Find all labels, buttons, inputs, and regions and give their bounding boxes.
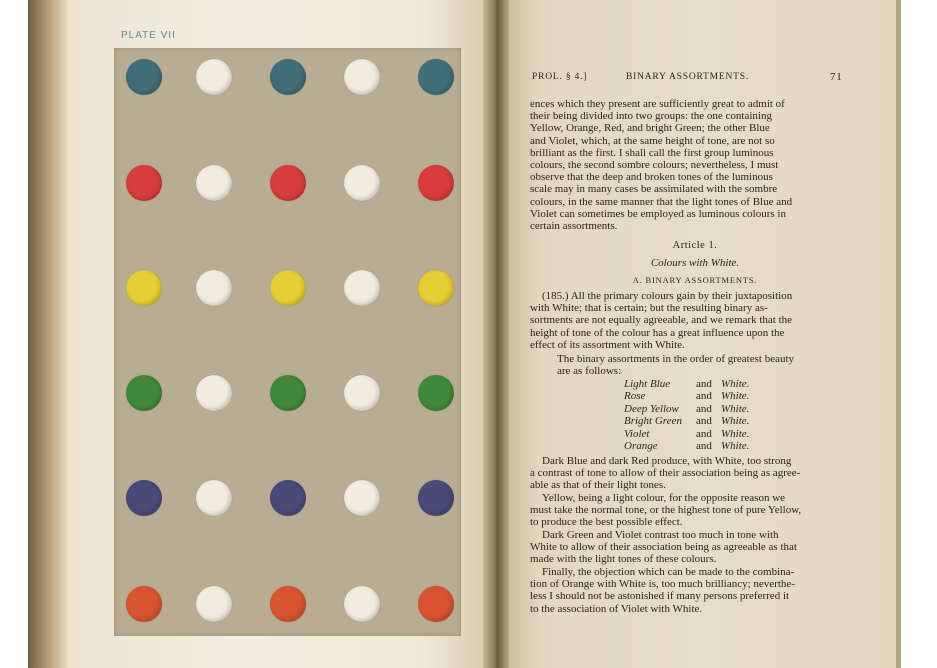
text-line: ences which they present are sufficiently great to admit of [530,98,785,110]
violet-disc [418,480,454,516]
white-disc [196,586,232,622]
text-line: effect of its assortment with White. [530,338,685,351]
assortment-and: and [696,390,712,403]
text-line: sortments are not equally agreeable, and we remark that the [530,314,793,327]
book-gutter [483,0,509,668]
assortment-with: White. [721,439,750,452]
book-left-edge [28,0,68,668]
green-disc [418,375,454,411]
text-line: made with the light tones of these colours. [530,553,717,566]
assortment-colour: Rose [624,390,646,403]
assortment-with: White. [721,427,750,440]
red-disc [126,165,162,201]
assortment-and: and [696,378,712,390]
white-disc [344,586,380,622]
red-disc [418,165,454,201]
violet-disc [126,480,162,516]
white-disc [344,270,380,306]
green-disc [270,375,306,411]
orange-disc [270,586,306,622]
assortment-and: and [696,415,712,428]
orange-disc [418,586,454,622]
text-line: (185.) All the primary colours gain by their juxtaposition [542,290,793,302]
text-line: height of tone of the colour has a great influence upon the [530,326,785,339]
section-title: A. BINARY ASSORTMENTS. [632,275,758,285]
article-subtitle: Colours with White. [650,257,740,269]
paragraph-dark-blue-red [530,455,860,492]
text-line: Violet can sometimes be employed as luminous colours in [530,207,786,220]
green-disc [126,375,162,411]
assortment-colour: Orange [624,439,658,452]
yellow-disc [270,270,306,306]
text-line: brilliant as the first. I shall call the first group luminous [530,146,774,159]
orange-disc [126,586,162,622]
white-disc [344,480,380,516]
paragraph-orange [530,566,860,615]
text-line: are as follows: [557,365,622,378]
running-header-section: PROL. § 4.] [532,72,588,82]
assortment-and: and [696,427,712,440]
assortment-and: and [696,402,712,415]
assortment-colour: Light Blue [624,378,671,390]
plate-label: PLATE VII [121,30,176,41]
assortment-and: and [696,439,712,452]
text-line: less I should not be astonished if many persons preferred it [530,590,790,603]
blue-disc [126,59,162,95]
white-disc [344,165,380,201]
assortment-with: White. [721,390,750,403]
paragraph-green-violet [530,529,860,566]
page-number: 71 [830,71,843,83]
text-line: Yellow, being a light colour, for the opposite reason we [542,492,786,504]
assortment-colour: Violet [624,427,650,440]
text-line: tion of Orange with White is, too much brilliancy; neverthe- [530,578,795,591]
red-disc [270,165,306,201]
paragraph-yellow [530,492,860,529]
article-title: Article 1. [672,240,718,251]
text-line: Dark Green and Violet contrast too much in tone with [542,529,779,541]
text-line: to the association of Violet with White. [530,602,703,615]
paragraph-order [557,353,857,377]
running-header-title: BINARY ASSORTMENTS. [626,72,750,82]
assortment-with: White. [721,402,750,415]
text-line: able as that of their light tones. [530,479,666,492]
text-line: and Violet, which, at the same height of tone, are not so [530,134,775,147]
text-line: Dark Blue and dark Red produce, with White, too strong [542,455,792,467]
white-disc [196,375,232,411]
text-line: The binary assortments in the order of greatest beauty [557,353,795,365]
text-line: to produce the best possible effect. [530,516,683,529]
text-line: with White; that is certain; but the resulting binary as- [530,302,768,315]
white-disc [196,165,232,201]
violet-disc [270,480,306,516]
text-line: colours, in the same manner that the light tones of Blue and [530,195,793,208]
blue-disc [270,59,306,95]
text-line: White to allow of their association being as agreeable as that [530,541,797,554]
assortment-with: White. [721,378,750,390]
yellow-disc [418,270,454,306]
paragraph-185 [530,290,860,351]
assortment-colour: Bright Green [624,415,682,428]
blue-disc [418,59,454,95]
text-line: Yellow, Orange, Red, and bright Green; the other Blue [530,122,770,135]
assortment-with: White. [721,415,750,428]
text-line: certain assortments. [530,220,618,233]
text-line: a contrast of tone to allow of their association being as agree- [530,467,801,480]
white-disc [196,270,232,306]
white-disc [344,59,380,95]
text-line: their being divided into two groups: the one containing [530,110,772,123]
text-line: Finally, the objection which can be made to the combina- [542,566,795,578]
text-line: must take the normal tone, or the highest tone of pure Yellow, [530,504,802,517]
white-disc [196,59,232,95]
yellow-disc [126,270,162,306]
color-plate [114,48,461,636]
text-line: scale may in many cases be assimilated with the sombre [530,183,778,196]
paragraph-groups [530,98,860,232]
text-line: observe that the deep and broken tones of the luminous [530,171,773,184]
assortment-colour: Deep Yellow [624,402,679,415]
text-line: colours, the second sombre colours; nevertheless, I must [530,159,779,172]
white-disc [344,375,380,411]
white-disc [196,480,232,516]
book-right-edge [896,0,901,668]
